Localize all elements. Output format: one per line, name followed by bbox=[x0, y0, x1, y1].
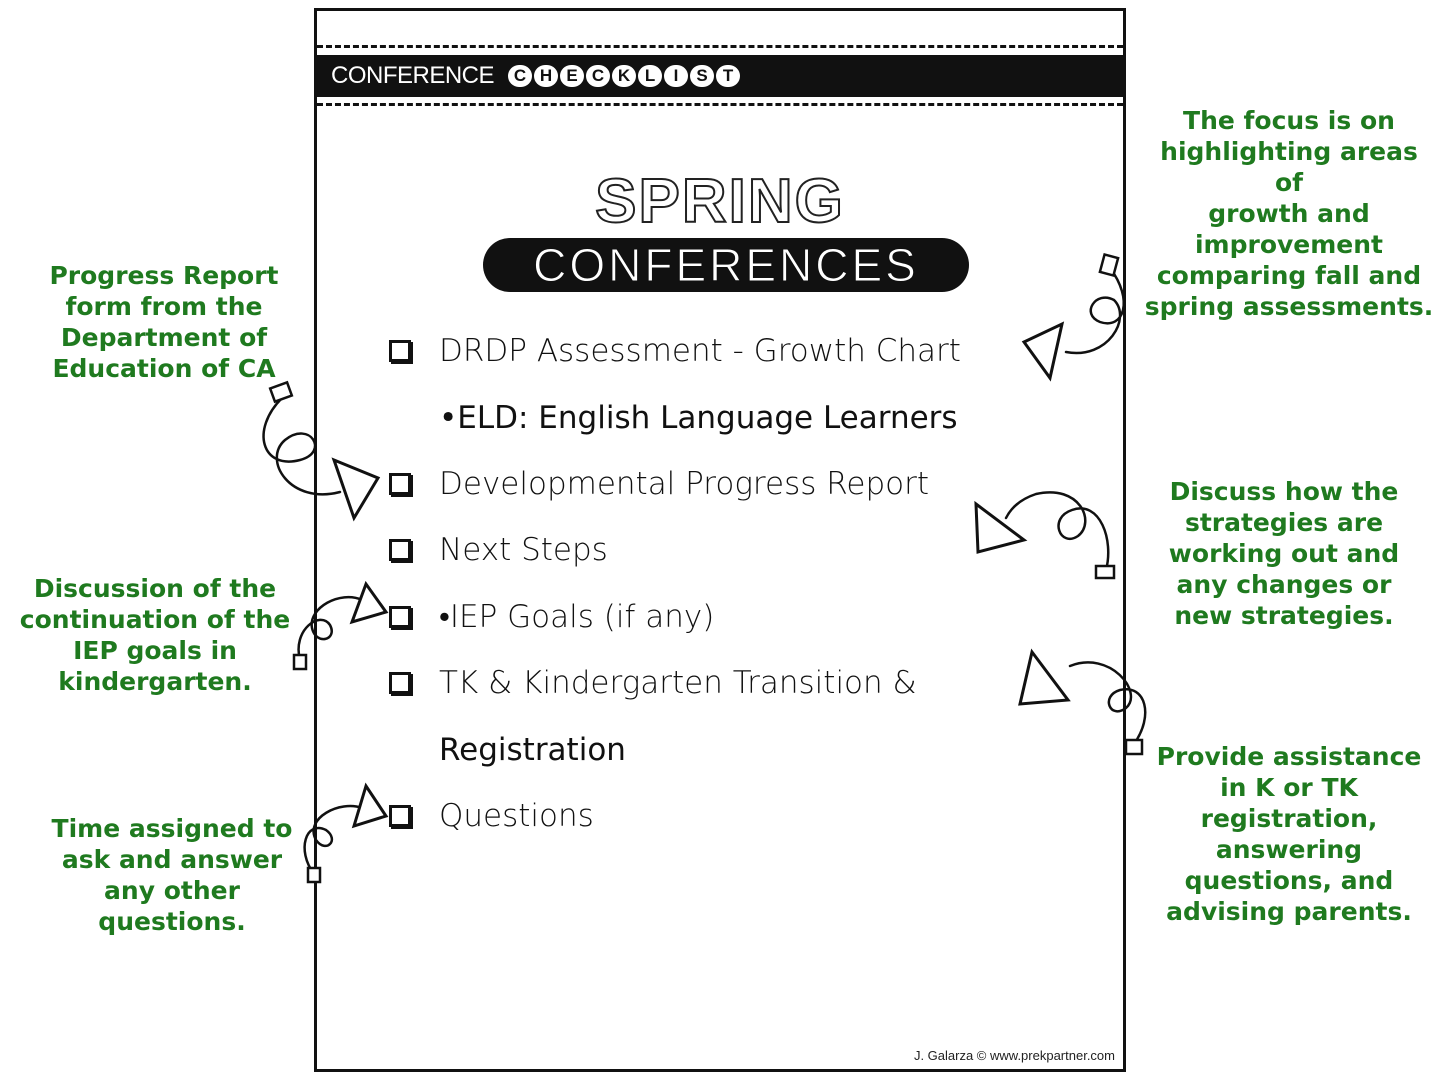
header-letter: E bbox=[560, 65, 584, 87]
curly-arrow-icon bbox=[1066, 268, 1124, 353]
arrow-tail-icon bbox=[270, 382, 292, 401]
title-spring: SPRING bbox=[595, 167, 845, 236]
arrow-head-icon bbox=[1020, 652, 1068, 704]
curly-arrow-icon bbox=[1006, 492, 1108, 570]
arrow-tail-icon bbox=[1096, 566, 1114, 578]
header-letter: L bbox=[638, 65, 662, 87]
checklist-item-transition-continued: Registration bbox=[439, 732, 626, 768]
arrow-head-icon bbox=[352, 584, 386, 622]
arrow-tail-icon bbox=[1126, 740, 1142, 754]
header-letter: C bbox=[586, 65, 610, 87]
curly-arrow-icon bbox=[264, 398, 340, 494]
note-registration: Provide assistance in K or TK registration, answering questions, and advising parents. bbox=[1156, 742, 1422, 926]
curly-arrow-icon bbox=[299, 597, 362, 660]
arrow-head-icon bbox=[976, 504, 1024, 552]
header-letter: S bbox=[690, 65, 714, 87]
arrow-head-icon bbox=[334, 460, 378, 518]
title-conferences-text: CONFERENCES bbox=[533, 239, 919, 291]
header-letter: I bbox=[664, 65, 688, 87]
note-iep-goals: Discussion of the continuation of the IEP goals in kindergarten. bbox=[19, 574, 291, 696]
checklist-item-label: DRDP Assessment - Growth Chart bbox=[439, 333, 961, 369]
checklist-item-label: Questions bbox=[439, 798, 594, 834]
curly-arrow-icon bbox=[1070, 662, 1145, 744]
checklist-subitem-eld: •ELD: English Language Learners bbox=[439, 400, 958, 436]
arrow-head-icon bbox=[354, 786, 386, 826]
footer-credit: J. Galarza © www.prekpartner.com bbox=[913, 1048, 1115, 1063]
note-focus: The focus is on highlighting areas of growth and improvement comparing fall and spring assessments. bbox=[1144, 106, 1434, 321]
checklist-item-label: •IEP Goals (if any) bbox=[439, 599, 715, 635]
curly-arrow-icon bbox=[305, 806, 362, 874]
arrow-tail-icon bbox=[308, 868, 320, 882]
checklist-item-label: Developmental Progress Report bbox=[439, 466, 929, 502]
arrow-tail-icon bbox=[294, 655, 306, 669]
header-letter: K bbox=[612, 65, 636, 87]
arrow-tail-icon bbox=[1100, 254, 1118, 275]
note-progress-report: Progress Report form from the Department of Education of CA bbox=[49, 261, 279, 383]
note-questions: Time assigned to ask and answer any other questions. bbox=[51, 814, 293, 936]
checklist-item-label: Next Steps bbox=[439, 532, 608, 568]
header-letter: H bbox=[534, 65, 558, 87]
header-letter: T bbox=[716, 65, 740, 87]
header-word: CONFERENCE bbox=[331, 62, 495, 89]
header-letter: C bbox=[508, 65, 532, 87]
checklist-item-label: TK & Kindergarten Transition & bbox=[439, 665, 917, 701]
arrow-head-icon bbox=[1024, 324, 1062, 378]
note-strategies: Discuss how the strategies are working out and any changes or new strategies. bbox=[1168, 477, 1400, 630]
